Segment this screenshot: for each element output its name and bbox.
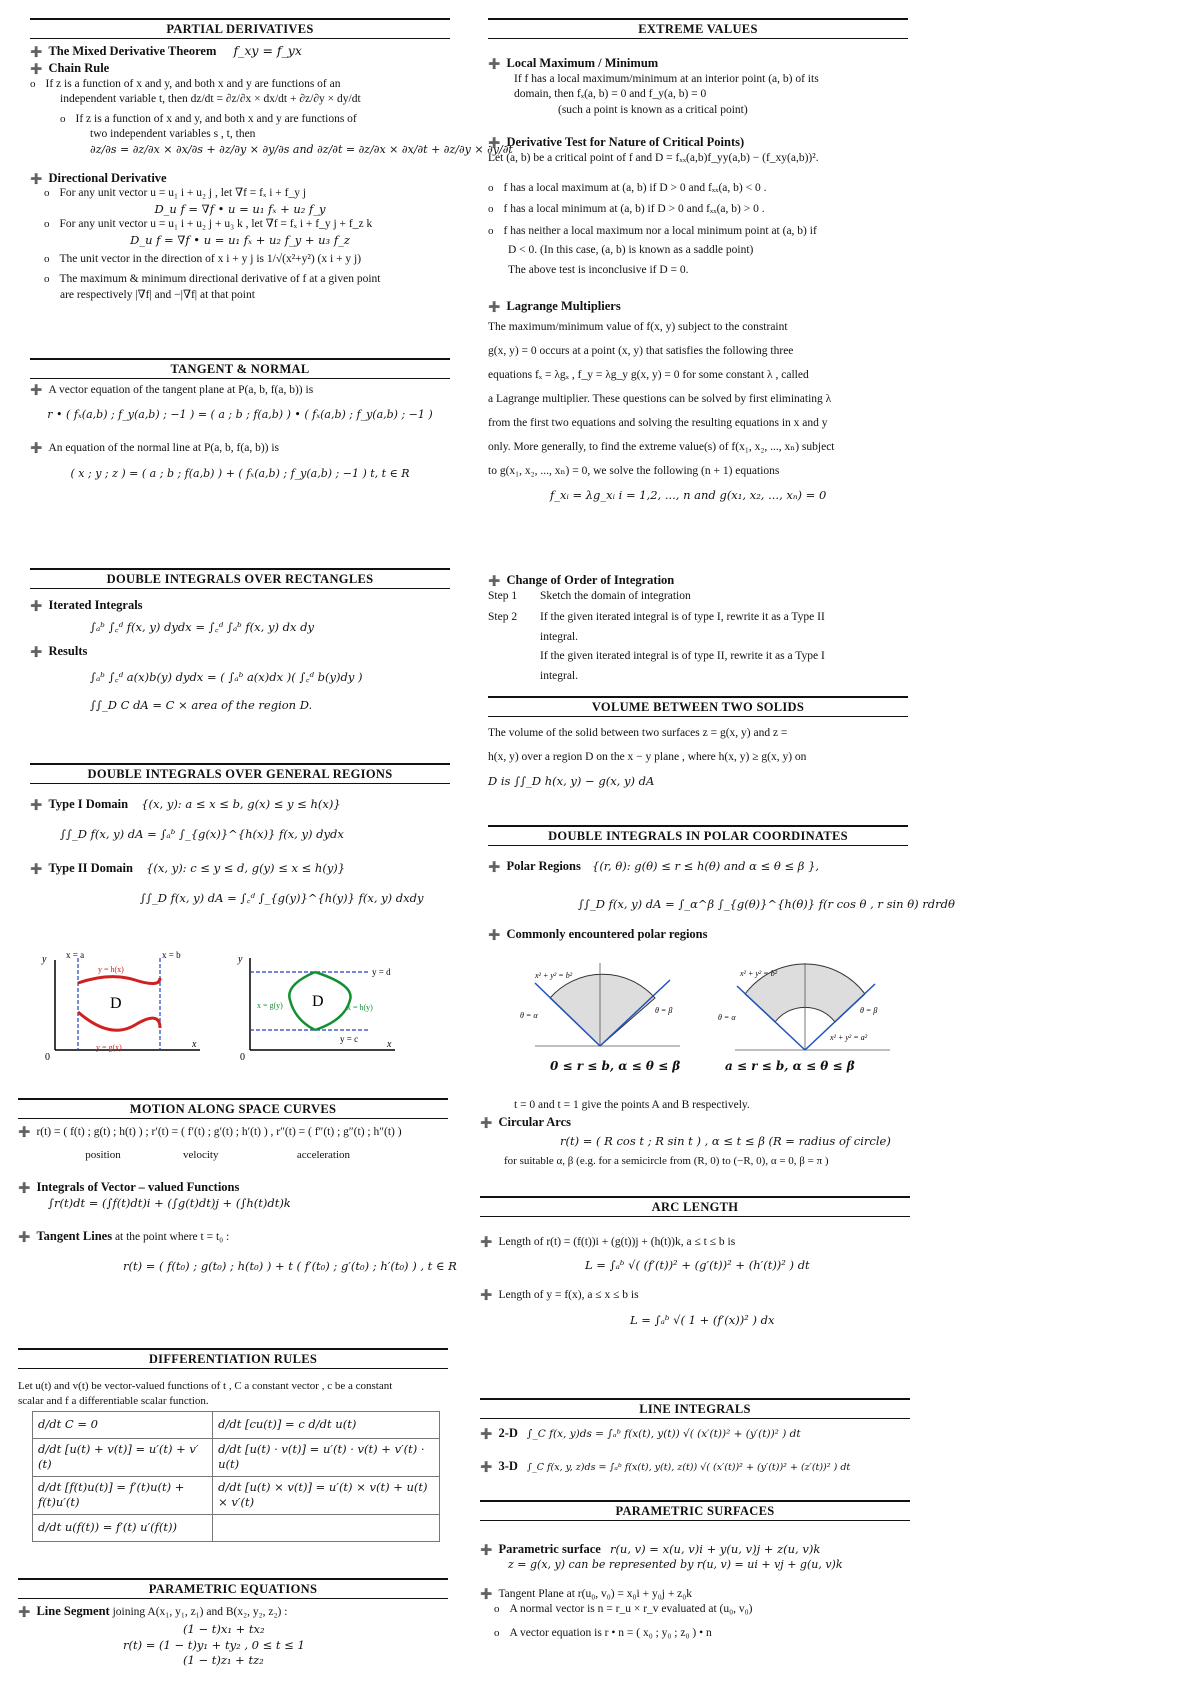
local-max-min-label: ➕ Local Maximum / Minimum <box>488 55 908 72</box>
vector-integrals-formula: ∫r(t)dt = (∫f(t)dt)i + (∫g(t)dt)j + (∫h(t)dt)k <box>48 1196 291 1211</box>
lagrange-text: g(x, y) = 0 occurs at a point (x, y) that satisfies the following three <box>488 345 794 358</box>
fig-label: x = g(y) <box>257 1001 283 1010</box>
position-caption: position <box>85 1149 121 1162</box>
section-title: VOLUME BETWEEN TWO SOLIDS <box>488 696 908 717</box>
type2-label: ➕ Type II Domain <box>30 861 133 875</box>
differentiation-rules-table <box>32 1411 440 1542</box>
line-segment-text: joining A(x₁, y₁, z₁) and B(x₂, y₂, z₂) : <box>109 1605 288 1618</box>
line-2d-formula: ∫_C f(x, y)ds = ∫ₐᵇ f(x(t), y(t)) √( (x′(t))² + (y′(t))² ) dt <box>527 1427 801 1440</box>
table-cell: d/dt [f(t)u(t)] = f′(t)u(t) + f(t)u′(t) <box>33 1476 213 1514</box>
volume-text: h(x, y) over a region D on the x − y plane , where h(x, y) ≥ g(x, y) on <box>488 750 807 763</box>
fig-label: x = b <box>162 950 181 960</box>
fig-label: x² + y² = b² <box>740 969 778 978</box>
line-2d-label: ➕ 2-D <box>480 1426 518 1440</box>
dir-text: o The maximum & minimum directional derivative of f at a given point <box>30 272 450 288</box>
double-integrals-rectangles-section <box>30 568 450 713</box>
type2-formula: ∫∫_D f(x, y) dA = ∫꜀ᵈ ∫_{g(y)}^{h(y)} f(x, y) dxdy <box>140 891 424 906</box>
diff-intro: scalar and f a differentiable scalar function. <box>18 1394 209 1407</box>
table-cell: d/dt [u(t) × v(t)] = u′(t) × v(t) + u(t) × v′(t) <box>213 1476 440 1514</box>
line-segment-label: ➕ Line Segment <box>18 1604 110 1618</box>
lagrange-text: equations fₓ = λgₓ , f_y = λg_y g(x, y) = 0 for some constant λ , called <box>488 369 809 382</box>
circular-arcs-section <box>480 1098 910 1169</box>
segment-formula: (1 − t)z₁ + tz₂ <box>183 1653 264 1668</box>
differentiation-rules-section <box>18 1348 448 1542</box>
parametric-surfaces-section <box>480 1500 910 1641</box>
tangent-lines-formula: r(t) = ( f(t₀) ; g(t₀) ; h(t₀) ) + t ( f′(t₀) ; g′(t₀) ; h′(t₀) ) , t ∈ R <box>123 1259 457 1274</box>
fig-label: x² + y² = b² <box>535 971 573 980</box>
arc-text: ➕ Length of y = f(x), a ≤ x ≤ b is <box>480 1288 910 1304</box>
section-title: TANGENT & NORMAL <box>30 358 450 379</box>
mixed-formula: f_xy = f_yx <box>233 42 302 58</box>
tangent-plane-label: ➕ Tangent Plane at r(u₀, v₀) = x₀i + y₀j + z₀k <box>480 1587 910 1603</box>
local-text: domain, then fₓ(a, b) = 0 and f_y(a, b) = 0 <box>514 88 707 101</box>
section-title: EXTREME VALUES <box>488 18 908 39</box>
results-label: ➕ Results <box>30 643 450 660</box>
change-of-order-section <box>488 572 908 684</box>
parametric-equations-section <box>18 1578 448 1669</box>
table-cell <box>213 1514 440 1541</box>
change-order-label: ➕ Change of Order of Integration <box>488 572 908 589</box>
fig-label: x = a <box>66 950 85 960</box>
circular-arcs-formula: r(t) = ( R cos t ; R sin t ) , α ≤ t ≤ β (R = radius of circle) <box>560 1134 891 1149</box>
directional-derivative-label: ➕ Directional Derivative <box>30 170 450 187</box>
local-text: If f has a local maximum/minimum at an interior point (a, b) of its <box>514 72 819 85</box>
fig-label: y <box>238 954 243 965</box>
polar-region-figure-2 <box>715 958 895 1058</box>
fig-label: y = g(x) <box>96 1043 122 1052</box>
results-formula: ∫∫_D C dA = C × area of the region D. <box>90 697 313 712</box>
vector-integrals-label: ➕ Integrals of Vector – valued Functions <box>18 1179 448 1196</box>
derivative-test-text: The above test is inconclusive if D = 0. <box>508 263 689 276</box>
polar-section <box>488 825 955 943</box>
step-text: integral. <box>540 630 578 643</box>
common-polar-label: ➕ Commonly encountered polar regions <box>488 926 908 943</box>
circular-arcs-label: ➕ Circular Arcs <box>480 1114 910 1131</box>
acceleration-caption: acceleration <box>296 1149 351 1162</box>
section-title: ARC LENGTH <box>480 1196 910 1217</box>
table-cell: d/dt C = 0 <box>33 1411 213 1438</box>
dir-text: o The unit vector in the direction of x i + y j is 1/√(x²+y²) (x i + y j) <box>30 252 450 268</box>
lagrange-text: from the first two equations and solving the resulting equations in x and y <box>488 417 828 430</box>
param-surface-text: z = g(x, y) can be represented by r(u, v) = ui + vj + g(u, v)k <box>508 1557 843 1571</box>
type1-set: {(x, y): a ≤ x ≤ b, g(x) ≤ y ≤ h(x)} <box>141 796 341 811</box>
chain-rule-label: ➕ Chain Rule <box>30 60 450 77</box>
lagrange-text: only. More generally, to find the extreme value(s) of f(x₁, x₂, ..., xₙ) subject <box>488 441 835 454</box>
polar-regions-label: ➕ Polar Regions <box>488 859 581 873</box>
table-row <box>33 1438 440 1476</box>
partial-derivatives-section <box>30 18 513 303</box>
line-3d-formula: ∫_C f(x, y, z)ds = ∫ₐᵇ f(x(t), y(t), z(t)) √( (x′(t))² + (y′(t))² + (z′(t))² ) dt <box>527 1461 851 1473</box>
param-surface-label: ➕ Parametric surface <box>480 1542 601 1556</box>
step-text: Sketch the domain of integration <box>540 589 691 602</box>
tangent-lines-text: at the point where t = t₀ : <box>112 1230 230 1243</box>
derivative-test-text: o f has neither a local maximum nor a local minimum point at (a, b) if <box>488 224 908 240</box>
derivative-test-text: D < 0. (In this case, (a, b) is known as a saddle point) <box>508 244 754 257</box>
fig-label: D <box>110 995 122 1012</box>
dir-formula: D_u f = ∇f • u = u₁ fₓ + u₂ f_y <box>154 201 326 216</box>
derivative-test-text: o f has a local minimum at (a, b) if D > 0 and fₓₓ(a, b) > 0 . <box>488 202 908 218</box>
type2-set: {(x, y): c ≤ y ≤ d, g(y) ≤ x ≤ h(y)} <box>146 861 346 876</box>
section-title: DIFFERENTIATION RULES <box>18 1348 448 1369</box>
dir-text: o For any unit vector u = u₁ i + u₂ j + u₃ k , let ∇f = fₓ i + f_y j + f_z k <box>30 217 450 233</box>
step-label: Step 2 <box>488 611 518 624</box>
step-text: If the given iterated integral is of type II, rewrite it as a Type I <box>540 650 825 663</box>
type1-label: ➕ Type I Domain <box>30 797 128 811</box>
type1-formula: ∫∫_D f(x, y) dA = ∫ₐᵇ ∫_{g(x)}^{h(x)} f(x, y) dydx <box>60 826 344 841</box>
volume-formula: D is ∫∫_D h(x, y) − g(x, y) dA <box>488 773 655 788</box>
velocity-caption: velocity <box>183 1149 219 1162</box>
motion-space-curves-section <box>18 1098 457 1275</box>
tangent-lines-label: ➕ Tangent Lines <box>18 1229 112 1243</box>
line-3d-label: ➕ 3-D <box>480 1459 518 1473</box>
fig-label: y = d <box>372 967 391 977</box>
fig-label: θ = β <box>655 1006 673 1015</box>
lagrange-text: a Lagrange multiplier. These questions can be solved by first eliminating λ <box>488 393 832 406</box>
polar-caption-1: 0 ≤ r ≤ b, α ≤ θ ≤ β <box>550 1059 681 1073</box>
arc-formula: L = ∫ₐᵇ √( 1 + (f′(x))² ) dx <box>630 1313 775 1328</box>
param-points-text: t = 0 and t = 1 give the points A and B respectively. <box>514 1099 750 1111</box>
fig-label: θ = α <box>520 1011 538 1020</box>
volume-text: The volume of the solid between two surfaces z = g(x, y) and z = <box>488 726 788 739</box>
local-text: (such a point is known as a critical point) <box>558 103 748 116</box>
diff-intro: Let u(t) and v(t) be vector-valued functions of t , C a constant vector , c be a constant <box>18 1379 393 1392</box>
section-title: PARAMETRIC SURFACES <box>480 1500 910 1521</box>
fig-label: x² + y² = a² <box>830 1033 868 1042</box>
dir-formula: D_u f = ∇f • u = u₁ fₓ + u₂ f_y + u₃ f_z <box>130 232 350 247</box>
chain-formula: ∂z/∂s = ∂z/∂x × ∂x/∂s + ∂z/∂y × ∂y/∂s and ∂z/∂t = ∂z/∂x × ∂x/∂t + ∂z/∂y × ∂y/∂t <box>90 142 513 156</box>
step-text: If the given iterated integral is of type I, rewrite it as a Type II <box>540 611 825 624</box>
chain-text: o If z is a function of x and y, and both x and y are functions of an <box>30 77 450 93</box>
motion-vectors: ➕ r(t) = ( f(t) ; g(t) ; h(t) ) ; r′(t) = ( f′(t) ; g′(t) ; h′(t) ) , r″(t) = ( f″(t) ; g″(t) ; h″(t) ) <box>18 1125 448 1141</box>
section-title: PARAMETRIC EQUATIONS <box>18 1578 448 1599</box>
iterated-integrals-label: ➕ Iterated Integrals <box>30 597 450 614</box>
type2-domain-figure <box>235 950 410 1060</box>
dir-text: are respectively |∇f| and −|∇f| at that point <box>60 288 255 301</box>
fig-label: θ = α <box>718 1013 736 1022</box>
section-title: PARTIAL DERIVATIVES <box>30 18 450 39</box>
fig-label: 0 <box>240 1052 245 1060</box>
chain-text: o If z is a function of x and y, and both x and y are functions of <box>30 112 450 128</box>
dir-text: o For any unit vector u = u₁ i + u₂ j , let ∇f = fₓ i + f_y j <box>30 186 450 202</box>
table-cell: d/dt [cu(t)] = c d/dt u(t) <box>213 1411 440 1438</box>
fig-label: y = c <box>340 1034 359 1044</box>
lagrange-formula: f_xᵢ = λg_xᵢ i = 1,2, ..., n and g(x₁, x₂, ..., xₙ) = 0 <box>550 488 827 503</box>
arc-text: ➕ Length of r(t) = (f(t))i + (g(t))j + (h(t))k, a ≤ t ≤ b is <box>480 1235 910 1251</box>
derivative-test-label: ➕ Derivative Test for Nature of Critical Points) <box>488 134 908 151</box>
mixed-derivative-label: ➕ The Mixed Derivative Theorem <box>30 44 216 58</box>
fig-label: x <box>192 1039 197 1050</box>
step-text: integral. <box>540 669 578 682</box>
segment-formula: r(t) = (1 − t)y₁ + ty₂ , 0 ≤ t ≤ 1 <box>123 1637 305 1652</box>
segment-formula: (1 − t)x₁ + tx₂ <box>183 1622 265 1637</box>
derivative-test-text: o f has a local maximum at (a, b) if D > 0 and fₓₓ(a, b) < 0 . <box>488 181 908 197</box>
table-cell: d/dt [u(t) · v(t)] = u′(t) · v(t) + v′(t) · u(t) <box>213 1438 440 1476</box>
lagrange-text: to g(x₁, x₂, ..., xₙ) = 0, we solve the following (n + 1) equations <box>488 465 780 478</box>
line-integrals-section <box>480 1398 910 1475</box>
derivative-test-text: Let (a, b) be a critical point of f and D = fₓₓ(a,b)f_yy(a,b) − (f_xy(a,b))². <box>488 152 819 165</box>
step-label: Step 1 <box>488 589 518 602</box>
section-title: LINE INTEGRALS <box>480 1398 910 1419</box>
volume-section <box>488 696 908 793</box>
lagrange-text: The maximum/minimum value of f(x, y) subject to the constraint <box>488 321 788 334</box>
tangent-plane-text: o A vector equation is r • n = ( x₀ ; y₀ ; z₀ ) • n <box>480 1626 910 1642</box>
table-cell: d/dt [u(t) + v(t)] = u′(t) + v′(t) <box>33 1438 213 1476</box>
polar-caption-2: a ≤ r ≤ b, α ≤ θ ≤ β <box>725 1059 855 1073</box>
tangent-normal-section <box>30 358 450 482</box>
iterated-formula: ∫ₐᵇ ∫꜀ᵈ f(x, y) dydx = ∫꜀ᵈ ∫ₐᵇ f(x, y) dx dy <box>90 619 314 634</box>
circular-arcs-note: for suitable α, β (e.g. for a semicircle from (R, 0) to (−R, 0), α = 0, β = π ) <box>504 1154 829 1167</box>
table-cell: d/dt u(f(t)) = f′(t) u′(f(t)) <box>33 1514 213 1541</box>
normal-text: ➕ An equation of the normal line at P(a, b, f(a, b)) is <box>30 441 450 457</box>
type1-domain-figure <box>40 950 210 1060</box>
table-row <box>33 1476 440 1514</box>
section-title: DOUBLE INTEGRALS OVER RECTANGLES <box>30 568 450 589</box>
polar-formula: ∫∫_D f(x, y) dA = ∫_α^β ∫_{g(θ)}^{h(θ)} f(r cos θ , r sin θ) rdrdθ <box>578 896 955 911</box>
table-row <box>33 1411 440 1438</box>
polar-regions-set: {(r, θ): g(θ) ≤ r ≤ h(θ) and α ≤ θ ≤ β }, <box>592 858 820 873</box>
fig-label: 0 <box>45 1052 50 1060</box>
lagrange-label: ➕ Lagrange Multipliers <box>488 298 908 315</box>
fig-label: x <box>387 1039 392 1050</box>
normal-formula: ( x ; y ; z ) = ( a ; b ; f(a,b) ) + ( fₓ(a,b) ; f_y(a,b) ; −1 ) t, t ∈ R <box>70 466 410 480</box>
arc-length-section <box>480 1196 910 1329</box>
fig-label: θ = β <box>860 1006 878 1015</box>
section-title: DOUBLE INTEGRALS OVER GENERAL REGIONS <box>30 763 450 784</box>
section-title: MOTION ALONG SPACE CURVES <box>18 1098 448 1119</box>
extreme-values-section <box>488 18 908 507</box>
polar-region-figure-1 <box>515 958 685 1058</box>
double-integrals-general-section <box>30 763 450 907</box>
arc-formula: L = ∫ₐᵇ √( (f′(t))² + (g′(t))² + (h′(t))² ) dt <box>585 1258 810 1273</box>
tangent-text: ➕ A vector equation of the tangent plane at P(a, b, f(a, b)) is <box>30 383 450 399</box>
chain-text: two independent variables s , t, then <box>90 128 256 141</box>
table-row <box>33 1514 440 1541</box>
tangent-formula: r • ( fₓ(a,b) ; f_y(a,b) ; −1 ) = ( a ; b ; f(a,b) ) • ( fₓ(a,b) ; f_y(a,b) ; −1 ) <box>47 408 433 422</box>
fig-label: D <box>312 993 324 1010</box>
tangent-plane-text: o A normal vector is n = r_u × r_v evaluated at (u₀, v₀) <box>480 1602 910 1618</box>
fig-label: y = h(x) <box>98 965 124 974</box>
fig-label: y <box>42 954 47 965</box>
fig-label: x = h(y) <box>347 1003 373 1012</box>
section-title: DOUBLE INTEGRALS IN POLAR COORDINATES <box>488 825 908 846</box>
chain-text: independent variable t, then dz/dt = ∂z/∂x × dx/dt + ∂z/∂y × dy/dt <box>60 93 361 106</box>
param-surface-formula: r(u, v) = x(u, v)i + y(u, v)j + z(u, v)k <box>609 1541 821 1556</box>
results-formula: ∫ₐᵇ ∫꜀ᵈ a(x)b(y) dydx = ( ∫ₐᵇ a(x)dx )( ∫꜀ᵈ b(y)dy ) <box>90 670 363 685</box>
